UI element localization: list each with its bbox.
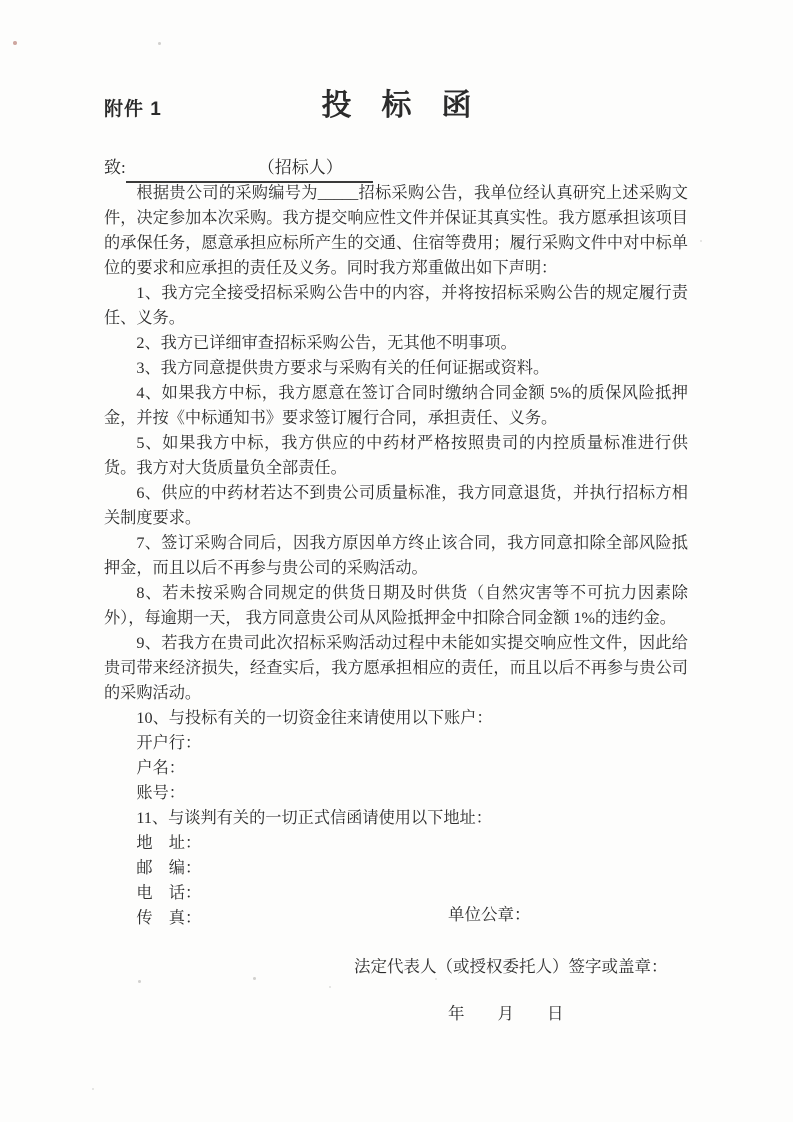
account-name-label: 户名： xyxy=(136,759,185,777)
salutation-hint: （招标人） xyxy=(257,158,343,177)
scan-speck xyxy=(435,978,437,980)
address-label: 地 址： xyxy=(136,834,202,852)
date-line: 年 月 日 xyxy=(448,1004,564,1023)
document-body xyxy=(104,181,688,931)
scan-speck xyxy=(329,986,331,988)
phone-label: 电 话： xyxy=(136,884,202,902)
legal-representative-signature-label: 法定代表人（或授权委托人）签字或盖章： xyxy=(354,957,668,976)
declaration-7: 7、签订采购合同后，因我方原因单方终止该合同，我方同意扣除全部风险抵押金，而且以后不再参与贵公司的采购活动。 xyxy=(104,534,688,577)
trailing-blank xyxy=(343,172,373,173)
declaration-1: 1、我方完全接受招标采购公告中的内容，并将按招标采购公告的规定履行责任、义务。 xyxy=(104,284,688,327)
scan-speck xyxy=(253,977,256,980)
declaration-10: 10、与投标有关的一切资金往来请使用以下账户： xyxy=(136,709,493,727)
bidder-name-blank xyxy=(126,172,258,173)
declaration-9: 9、若我方在贵司此次招标采购活动过程中未能如实提交响应性文件，因此给贵司带来经济损失，经查实后，我方愿承担相应的责任，而且以后不再参与贵公司的采购活动。 xyxy=(104,634,688,702)
salutation-line xyxy=(104,156,373,183)
declaration-3: 3、我方同意提供贵方要求与采购有关的任何证据或资料。 xyxy=(136,359,550,377)
scan-speck xyxy=(138,980,141,983)
postcode-label: 邮 编： xyxy=(136,859,202,877)
company-seal-label: 单位公章： xyxy=(448,905,531,924)
scan-speck xyxy=(13,41,17,45)
scan-speck xyxy=(158,42,161,45)
scan-speck xyxy=(700,240,702,242)
declaration-2: 2、我方已详细审查招标采购公告，无其他不明事项。 xyxy=(136,334,517,352)
document-header xyxy=(0,86,793,132)
scan-speck xyxy=(92,1088,94,1090)
document-title: 投 标 函 xyxy=(321,89,472,122)
signature-block xyxy=(104,902,704,1026)
intro-paragraph: 根据贵公司的采购编号为_____招标采购公告，我单位经认真研究上述采购文件，决定参加本次采购。我方提交响应性文件并保证其真实性。我方愿承担该项目的承保任务，愿意承担应标所产生的交通、住宿等费用；履行采购文件中对中标单位的要求和应承担的责任及义务。同时我方郑重做出如下声明： xyxy=(104,184,688,277)
declaration-11: 11、与谈判有关的一切正式信函请使用以下地址： xyxy=(136,809,492,827)
declaration-8: 8、若未按采购合同规定的供货日期及时供货（自然灾害等不可抗力因素除外），每逾期一天， 我方同意贵公司从风险抵押金中扣除合同金额 1%的违约金。 xyxy=(104,584,688,627)
declaration-5: 5、如果我方中标，我方供应的中药材严格按照贵司的内控质量标准进行供货。我方对大货质量负全部责任。 xyxy=(104,434,688,477)
declaration-6: 6、供应的中药材若达不到贵公司质量标准，我方同意退货，并执行招标方相关制度要求。 xyxy=(104,484,688,527)
bank-name-label: 开户行： xyxy=(136,734,202,752)
declaration-4: 4、如果我方中标，我方愿意在签订合同时缴纳合同金额 5%的质保风险抵押金，并按《中标通知书》要求签订履行合同，承担责任、义务。 xyxy=(104,384,688,427)
fax-label: 传 真： xyxy=(136,909,202,927)
account-number-label: 账号： xyxy=(136,784,185,802)
attachment-label: 附件 1 xyxy=(104,99,162,120)
bidder-name-underline xyxy=(126,156,373,183)
salutation-prefix: 致: xyxy=(104,158,126,177)
